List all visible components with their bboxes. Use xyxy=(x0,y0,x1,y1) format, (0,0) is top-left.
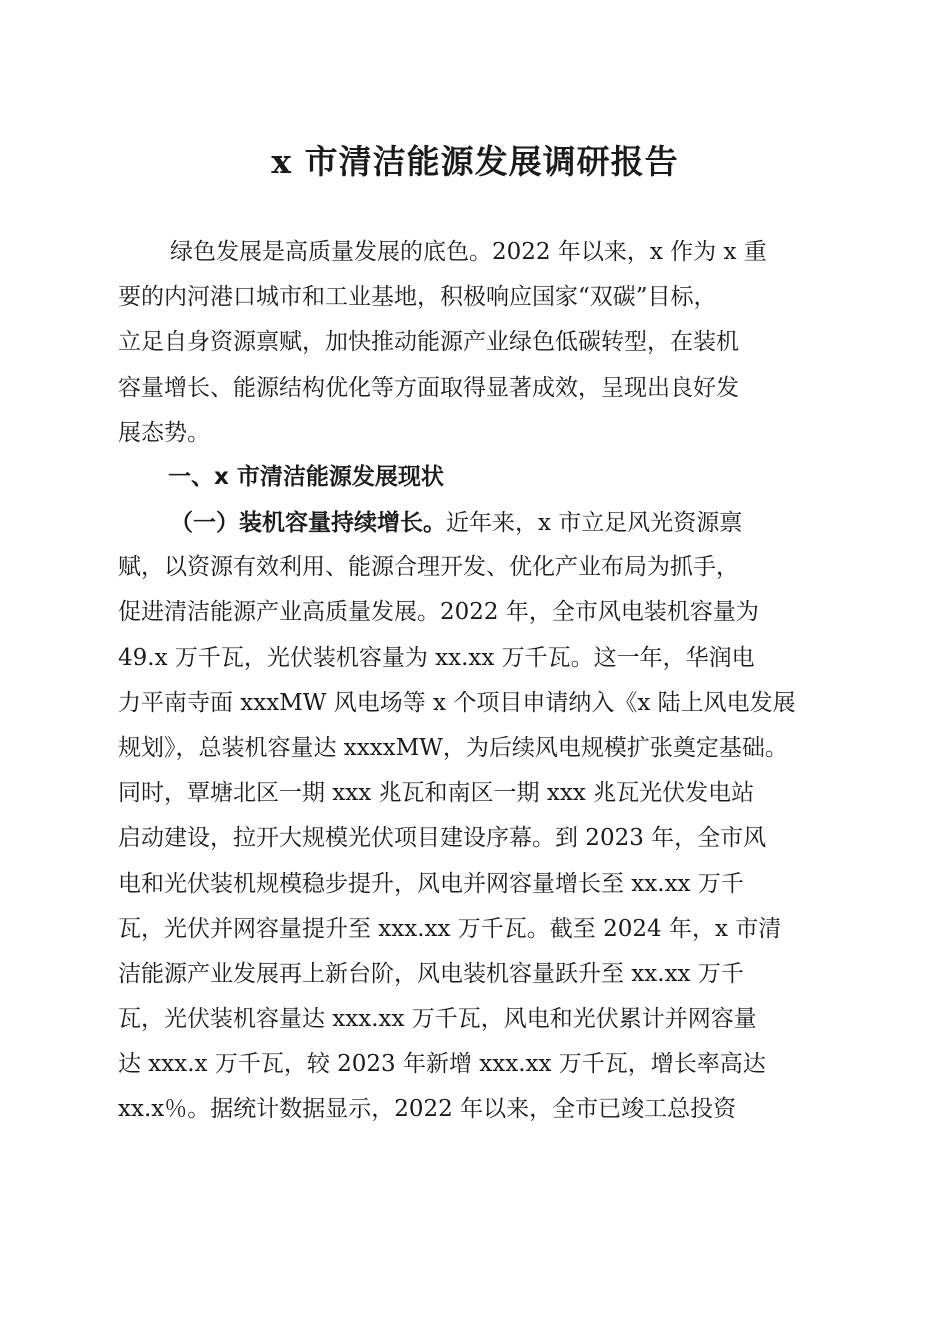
intro-paragraph xyxy=(118,230,833,456)
subsection-label: （一）装机容量持续增长。 xyxy=(170,509,446,536)
subsection-line: 电和光伏装机规模稳步提升，风电并网容量增长至 xx.xx 万千 xyxy=(118,870,744,897)
subsection-line: xx.x％。据统计数据显示，2022 年以来，全市已竣工总投资 xyxy=(118,1096,737,1123)
subsection-line: 规划》，总装机容量达 xxxxMW，为后续风电规模扩张奠定基础。 xyxy=(118,734,788,761)
subsection-line: 赋，以资源有效利用、能源合理开发、优化产业布局为抓手， xyxy=(118,554,739,581)
subsection-line: 力平南寺面 xxxMW 风电场等 x 个项目申请纳入《x 陆上风电发展 xyxy=(118,689,796,716)
document-title: x 市清洁能源发展调研报告 xyxy=(271,142,679,181)
subsection-first-line xyxy=(118,500,833,545)
subsection-line: 洁能源产业发展再上新台阶，风电装机容量跃升至 xx.xx 万千 xyxy=(118,960,744,987)
intro-line: 要的内河港口城市和工业基地，积极响应国家“双碳”目标， xyxy=(118,284,717,311)
subsection-line: 49.x 万千瓦，光伏装机容量为 xx.xx 万千瓦。这一年，华润电 xyxy=(118,644,755,671)
subsection-line: 促进清洁能源产业高质量发展。2022 年，全市风电装机容量为 xyxy=(118,599,759,626)
subsection-line: 达 xxx.x 万千瓦，较 2023 年新增 xxx.xx 万千瓦，增长率高达 xyxy=(118,1051,766,1078)
intro-line: 绿色发展是高质量发展的底色。2022 年以来，x 作为 x 重 xyxy=(170,239,767,265)
subsection-first-line-text: 近年来，x 市立足风光资源禀 xyxy=(446,510,743,536)
subsection-line: 启动建设，拉开大规模光伏项目建设序幕。到 2023 年，全市风 xyxy=(118,825,767,852)
intro-line: 展态势。 xyxy=(118,419,210,446)
intro-line: 立足自身资源禀赋，加快推动能源产业绿色低碳转型，在装机 xyxy=(118,329,739,356)
subsection-line: 瓦，光伏并网容量提升至 xxx.xx 万千瓦。截至 2024 年，x 市清 xyxy=(118,915,782,942)
subsection-line: 瓦，光伏装机容量达 xxx.xx 万千瓦，风电和光伏累计并网容量 xyxy=(118,1006,757,1033)
intro-line: 容量增长、能源结构优化等方面取得显著成效，呈现出良好发 xyxy=(118,374,739,401)
subsection-paragraph xyxy=(118,500,833,1133)
subsection-line: 同时，覃塘北区一期 xxx 兆瓦和南区一期 xxx 兆瓦光伏发电站 xyxy=(118,780,755,807)
section-heading: 一、x 市清洁能源发展现状 xyxy=(168,464,444,490)
